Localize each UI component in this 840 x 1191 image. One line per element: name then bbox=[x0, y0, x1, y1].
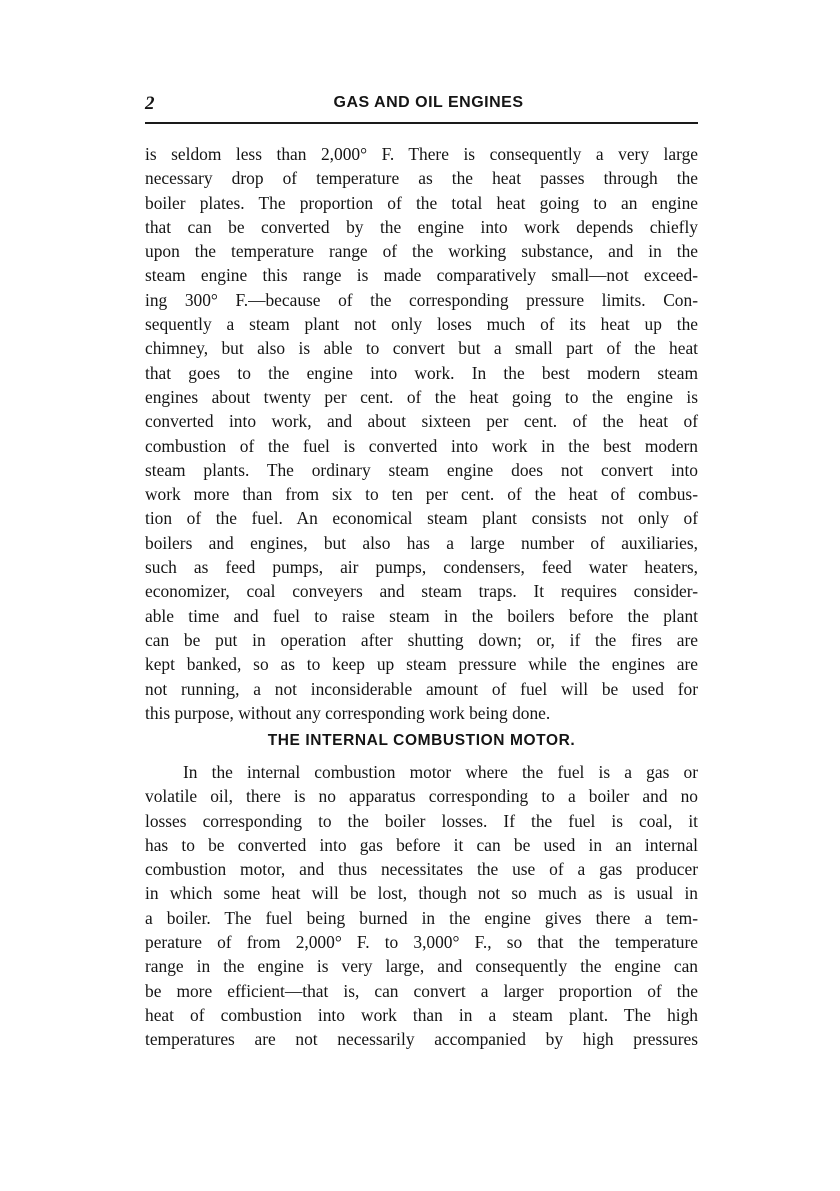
text-line: sequently a steam plant not only loses much of its heat up the bbox=[145, 314, 698, 335]
text-line: steam engine this range is made comparatively small—not exceed- bbox=[145, 265, 698, 286]
text-line: that can be converted by the engine into work depends chiefly bbox=[145, 216, 698, 237]
text-line: in which some heat will be lost, though not so much as is usual in bbox=[145, 883, 698, 904]
text-line: combustion motor, and thus necessitates the use of a gas producer bbox=[145, 859, 698, 880]
text-line: tion of the fuel. An economical steam plant consists not only of bbox=[145, 508, 698, 529]
text-line: this purpose, without any corresponding work being done. bbox=[145, 702, 551, 723]
text-line: work more than from six to ten per cent. of the heat of combus- bbox=[145, 484, 698, 505]
paragraph-2 bbox=[145, 760, 698, 1052]
text-line: combustion of the fuel is converted into work in the best modern bbox=[145, 435, 698, 456]
text-line: that goes to the engine into work. In the best modern steam bbox=[145, 362, 698, 383]
text-line: boilers and engines, but also has a large number of auxiliaries, bbox=[145, 532, 698, 553]
header-rule bbox=[145, 122, 698, 124]
text-line: heat of combustion into work than in a steam plant. The high bbox=[145, 1004, 698, 1025]
text-line: steam plants. The ordinary steam engine does not convert into bbox=[145, 459, 698, 480]
text-line: necessary drop of temperature as the heat passes through the bbox=[145, 168, 698, 189]
text-line: be more efficient—that is, can convert a larger proportion of the bbox=[145, 980, 698, 1001]
text-line: engines about twenty per cent. of the heat going to the engine is bbox=[145, 386, 698, 407]
text-line: volatile oil, there is no apparatus corresponding to a boiler and no bbox=[145, 786, 698, 807]
text-line: economizer, coal conveyers and steam traps. It requires consider- bbox=[145, 581, 698, 602]
text-line: range in the engine is very large, and consequently the engine can bbox=[145, 956, 698, 977]
text-line: is seldom less than 2,000° F. There is consequently a very large bbox=[145, 144, 698, 164]
text-line: kept banked, so as to keep up steam pressure while the engines are bbox=[145, 654, 698, 675]
text-line: temperatures are not necessarily accompanied by high pressures bbox=[145, 1029, 698, 1050]
text-line: able time and fuel to raise steam in the boilers before the plant bbox=[145, 605, 698, 626]
text-line: a boiler. The fuel being burned in the engine gives there a tem- bbox=[145, 907, 698, 928]
text-line: upon the temperature range of the working substance, and in the bbox=[145, 241, 698, 262]
text-line: losses corresponding to the boiler losses. If the fuel is coal, it bbox=[145, 810, 698, 831]
text-line: ing 300° F.—because of the corresponding pressure limits. Con- bbox=[145, 289, 698, 310]
text-line: chimney, but also is able to convert but a small part of the heat bbox=[145, 338, 698, 359]
text-line: perature of from 2,000° F. to 3,000° F., so that the temperature bbox=[145, 932, 698, 953]
page-header bbox=[145, 93, 698, 119]
text-line: not running, a not inconsiderable amount of fuel will be used for bbox=[145, 678, 698, 699]
section-heading: THE INTERNAL COMBUSTION MOTOR. bbox=[267, 732, 576, 749]
paragraph-1 bbox=[145, 142, 698, 725]
text-line: such as feed pumps, air pumps, condensers, feed water heaters, bbox=[145, 557, 698, 578]
text-line: has to be converted into gas before it can be used in an internal bbox=[145, 834, 698, 855]
text-line: converted into work, and about sixteen per cent. of the heat of bbox=[145, 411, 698, 432]
text-line: can be put in operation after shutting down; or, if the fires are bbox=[145, 629, 698, 650]
text-line: In the internal combustion motor where the fuel is a gas or bbox=[183, 762, 698, 782]
running-head: GAS AND OIL ENGINES bbox=[333, 94, 524, 111]
page-number: 2 bbox=[145, 93, 155, 114]
text-line: boiler plates. The proportion of the total heat going to an engine bbox=[145, 192, 698, 213]
